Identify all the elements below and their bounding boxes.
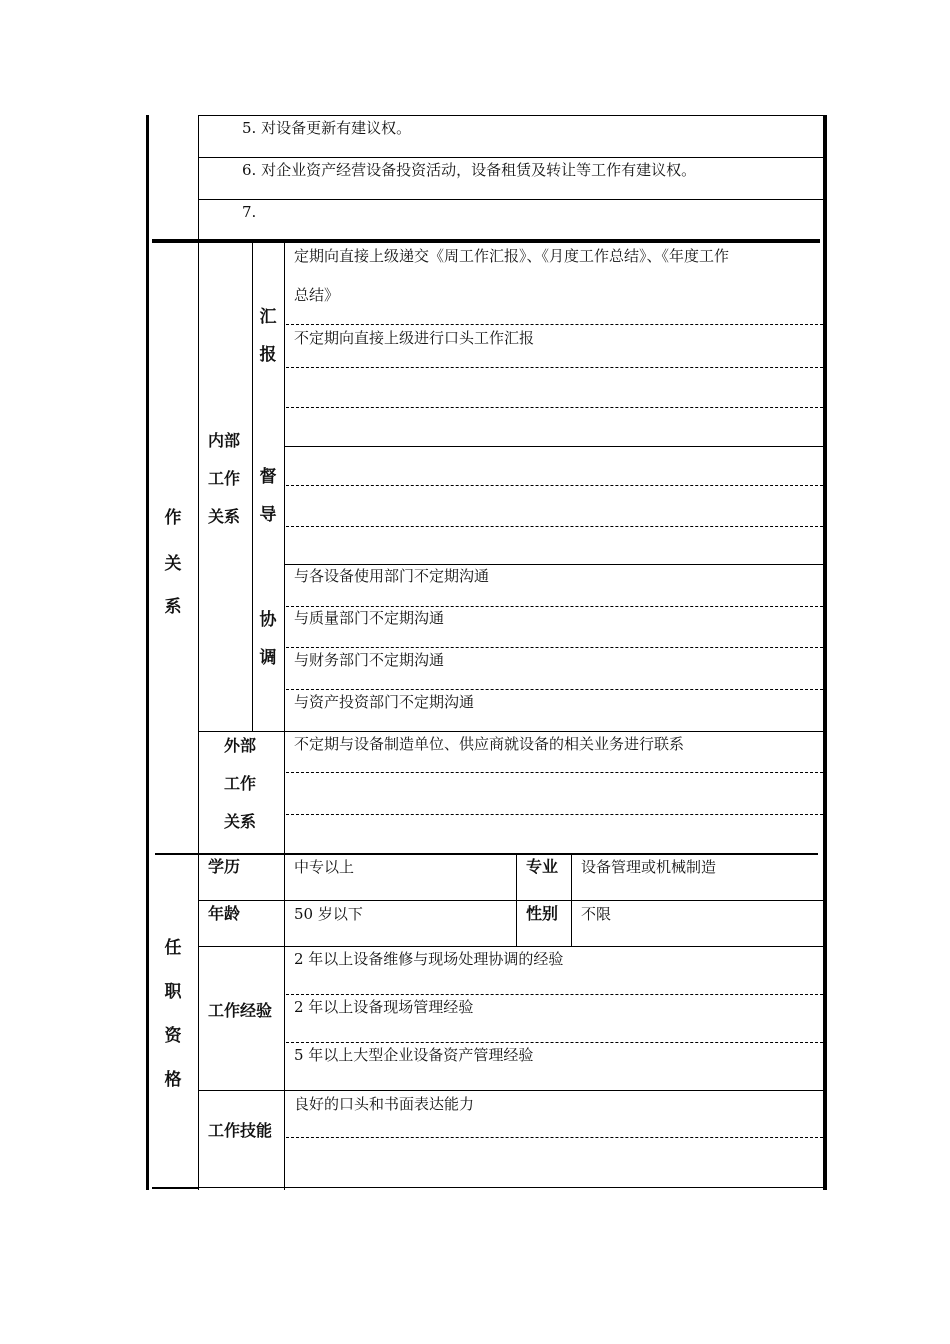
major-label: 专业 [526, 857, 559, 876]
dashed-divider [286, 1042, 823, 1043]
experience-item: 5 年以上大型企业设备资产管理经验 [294, 1046, 534, 1064]
duty-item-6: 6. 对企业资产经营设备投资活动，设备租赁及转让等工作有建议权。 [242, 161, 697, 179]
education-label: 学历 [208, 857, 241, 876]
work-relations-label-char: 作 [164, 508, 182, 528]
experience-item: 2 年以上设备维修与现场处理协调的经验 [294, 950, 564, 968]
bottom-border [198, 1187, 825, 1188]
bottom-border [152, 1187, 198, 1189]
dashed-divider [286, 772, 823, 773]
report-label-char: 报 [259, 345, 277, 365]
dashed-divider [286, 994, 823, 995]
skills-label: 工作技能 [208, 1121, 273, 1140]
dashed-divider [286, 526, 823, 527]
qualifications-label-char: 格 [164, 1070, 182, 1090]
major-value: 设备管理或机械制造 [581, 858, 717, 876]
qualifications-label-char: 资 [164, 1026, 182, 1046]
dashed-divider [286, 689, 823, 690]
row-border [284, 446, 825, 447]
dashed-divider [286, 485, 823, 486]
qualifications-label-char: 任 [164, 938, 182, 958]
education-value: 中专以上 [294, 858, 355, 876]
dashed-divider [286, 606, 823, 607]
row-border [284, 564, 825, 565]
duty-item-5: 5. 对设备更新有建议权。 [242, 119, 412, 137]
coordinate-item: 与财务部门不定期沟通 [294, 651, 445, 669]
duty-item-7: 7. [242, 203, 257, 221]
age-value: 50 岁以下 [294, 905, 363, 923]
dashed-divider [286, 647, 823, 648]
dashed-divider [286, 814, 823, 815]
coordinate-label-char: 协 [259, 610, 277, 630]
row-border [198, 731, 825, 732]
report-label-char: 汇 [259, 307, 277, 327]
experience-item: 2 年以上设备现场管理经验 [294, 998, 474, 1016]
content-column-border [284, 240, 285, 1190]
supervise-label-char: 督 [259, 467, 277, 487]
work-relations-label-char: 系 [164, 597, 182, 617]
report-line-2: 不定期向直接上级进行口头工作汇报 [294, 329, 535, 347]
coordinate-item: 与质量部门不定期沟通 [294, 609, 445, 627]
section-divider [155, 853, 818, 855]
row-border [198, 1090, 825, 1091]
dashed-divider [286, 407, 823, 408]
external-relations-label: 关系 [224, 812, 257, 831]
gender-value: 不限 [581, 905, 612, 923]
supervise-label-char: 导 [259, 505, 277, 525]
qualifications-label-char: 职 [164, 982, 182, 1002]
age-label: 年龄 [208, 904, 241, 923]
row-border [198, 199, 825, 200]
row-border [198, 900, 825, 901]
left-outer-border [146, 115, 149, 1190]
row-border [198, 946, 825, 947]
gender-label: 性别 [526, 904, 559, 923]
coordinate-item: 与各设备使用部门不定期沟通 [294, 567, 490, 585]
dashed-divider [286, 367, 823, 368]
row-border [198, 157, 825, 158]
section-divider [152, 239, 820, 243]
sub-label-column-border [252, 240, 253, 732]
top-border [198, 115, 825, 116]
internal-relations-label: 内部 [208, 431, 241, 450]
work-relations-label-char: 关 [164, 554, 182, 574]
coordinate-label-char: 调 [259, 648, 277, 668]
internal-relations-label: 工作 [208, 469, 241, 488]
experience-label: 工作经验 [208, 1001, 273, 1020]
right-outer-border [823, 115, 827, 1190]
report-line-1a: 定期向直接上级递交《周工作汇报》、《月度工作总结》、《年度工作 [294, 247, 730, 265]
external-line-1: 不定期与设备制造单位、供应商就设备的相关业务进行联系 [294, 735, 685, 753]
external-relations-label: 工作 [224, 774, 257, 793]
dashed-divider [286, 1137, 823, 1138]
label-column-border [198, 115, 199, 1190]
skills-line-1: 良好的口头和书面表达能力 [294, 1095, 475, 1113]
internal-relations-label: 关系 [208, 507, 241, 526]
report-line-1b: 总结》 [294, 286, 340, 304]
dashed-divider [286, 324, 823, 325]
external-relations-label: 外部 [224, 736, 257, 755]
coordinate-item: 与资产投资部门不定期沟通 [294, 693, 475, 711]
